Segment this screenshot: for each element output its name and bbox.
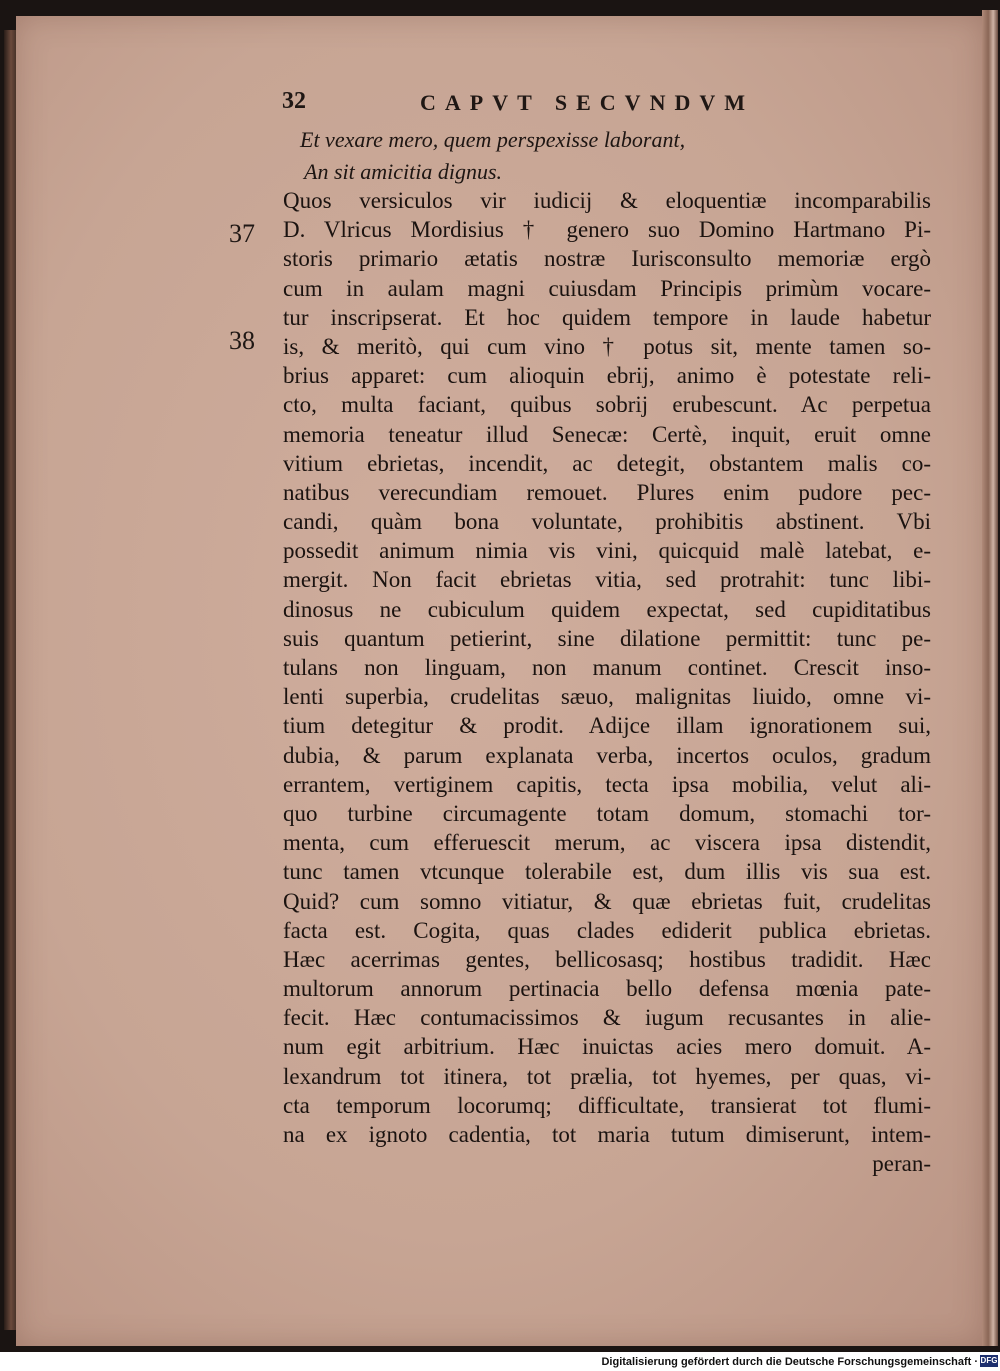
catchword: peran- <box>872 1151 931 1177</box>
text-line: multorum annorum pertinacia bello defensa mœnia pate- <box>283 976 931 1002</box>
text-line: na ex ignoto cadentia, tot maria tutum dimiserunt, intem- <box>283 1122 931 1147</box>
text-line: memoria teneatur illud Senecæ: Certè, inquit, eruit omne <box>283 421 931 447</box>
text-line: tunc tamen vtcunque tolerabile est, dum illis vis sua est. <box>283 859 931 885</box>
text-line: cum in aulam magni cuiusdam Principis primùm vocare- <box>283 275 931 301</box>
page-number: 32 <box>282 88 306 114</box>
verse-line: An sit amicitia dignus. <box>304 159 502 184</box>
text-line: mergit. Non facit ebrietas vitia, sed protrahit: tunc libi- <box>283 567 931 593</box>
text-line: lexandrum tot itinera, tot prælia, tot hyemes, per quas, vi- <box>283 1063 931 1089</box>
text-line: Hæc acerrimas gentes, bellicosasq; hostibus tradidit. Hæc <box>283 946 931 972</box>
text-line: D. Vlricus Mordisius † genero suo Domino Hartmano Pi- <box>283 217 931 243</box>
marginal-note-number: 37 <box>229 219 255 248</box>
marginal-note-number: 38 <box>229 326 255 355</box>
text-line: tulans non linguam, non manum continet. Crescit inso- <box>283 655 931 680</box>
text-line: brius apparet: cum alioquin ebrij, animo è potestate reli- <box>283 363 931 389</box>
text-line: quo turbine circumagente totam domum, stomachi tor- <box>283 800 931 826</box>
text-line: num egit arbitrium. Hæc inuictas acies mero domuit. A- <box>283 1034 931 1060</box>
text-line: Quid? cum somno vitiatur, & quæ ebrietas fuit, crudelitas <box>283 888 931 914</box>
page-fore-edge <box>982 10 998 1346</box>
page-header <box>282 88 822 118</box>
text-line: menta, cum efferuescit merum, ac viscera ipsa distendit, <box>283 830 931 856</box>
text-line: dinosus ne cubiculum quidem expectat, sed cupiditatibus <box>283 596 931 622</box>
text-line: natibus verecundiam remouet. Plures enim pudore pec- <box>283 479 931 505</box>
text-line: lenti superbia, crudelitas sæuo, malignitas liuido, omne vi- <box>283 684 931 710</box>
text-line: tium detegitur & prodit. Adijce illam ignorationem sui, <box>283 713 931 739</box>
text-line: cta temporum locorumq; difficultate, transierat tot flumi- <box>283 1092 931 1118</box>
text-line: candi, quàm bona voluntate, prohibitis abstinent. Vbi <box>283 509 931 535</box>
text-line: possedit animum nimia vis vini, quicquid malè latebat, e- <box>283 538 931 564</box>
text-line: tur inscripserat. Et hoc quidem tempore in laude habetur <box>283 304 931 330</box>
funding-credit: Digitalisierung gefördert durch die Deutsche Forschungsgemeinschaft · <box>601 1356 978 1368</box>
dfg-logo: DFG <box>980 1356 998 1365</box>
running-head: CAPVT SECVNDVM <box>420 90 754 115</box>
text-line: fecit. Hæc contumacissimos & iugum recusantes in alie- <box>283 1005 931 1031</box>
text-line: storis primario ætatis nostræ Iurisconsulto memoriæ ergò <box>283 246 931 272</box>
text-line: vitium ebrietas, incendit, ac detegit, obstantem malis co- <box>283 450 931 476</box>
text-line: Quos versiculos vir iudicij & eloquentiæ incomparabilis <box>283 188 931 213</box>
text-line: suis quantum petierint, sine dilatione permittit: tunc pe- <box>283 625 931 651</box>
text-line: is, & meritò, qui cum vino † potus sit, mente tamen so- <box>283 333 931 359</box>
text-line: errantem, vertiginem capitis, tecta ipsa mobilia, velut ali- <box>283 771 931 797</box>
body-text <box>283 186 931 1178</box>
verse-line: Et vexare mero, quem perspexisse laborant, <box>300 127 686 152</box>
text-line: cto, multa faciant, quibus sobrij erubescunt. Ac perpetua <box>283 392 931 418</box>
text-line: facta est. Cogita, quas clades ediderit publica ebrietas. <box>283 917 931 943</box>
text-line: dubia, & parum explanata verba, incertos oculos, gradum <box>283 742 931 768</box>
